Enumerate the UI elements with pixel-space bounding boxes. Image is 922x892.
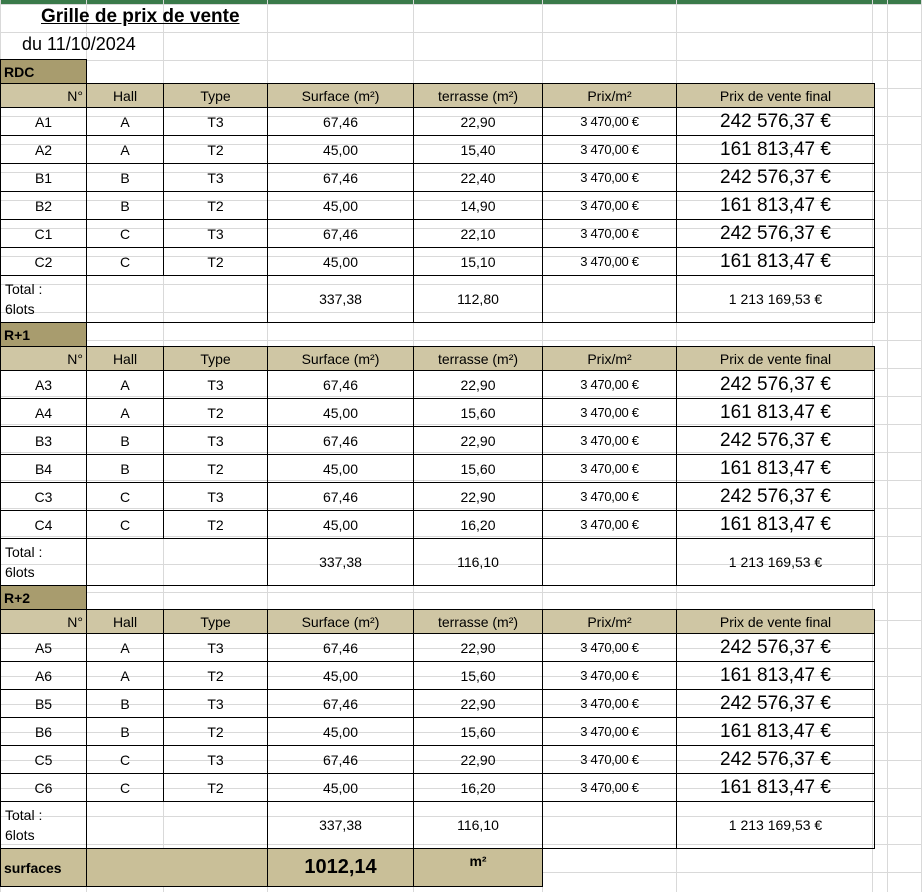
section-fill [87, 586, 875, 610]
column-header[interactable]: Hall [87, 347, 164, 371]
table-cell[interactable]: C [87, 220, 164, 248]
table-cell[interactable]: 16,20 [414, 774, 543, 802]
table-row [1, 634, 875, 662]
total-blank-cell[interactable] [87, 802, 268, 849]
table-cell[interactable]: 161 813,47 € [677, 399, 875, 427]
table-cell[interactable]: B1 [1, 164, 87, 192]
table-row [1, 399, 875, 427]
table-cell[interactable]: 3 470,00 € [543, 399, 677, 427]
total-label-line1: Total : [5, 281, 43, 297]
table-cell[interactable]: T2 [164, 248, 268, 276]
table-cell[interactable]: 45,00 [268, 248, 414, 276]
table-row [1, 455, 875, 483]
section-row [1, 586, 875, 610]
column-header[interactable]: Hall [87, 84, 164, 108]
table-cell[interactable]: T3 [164, 427, 268, 455]
table-row [1, 718, 875, 746]
table-cell[interactable]: 3 470,00 € [543, 427, 677, 455]
table-cell[interactable]: T3 [164, 220, 268, 248]
column-header[interactable]: Prix de vente final [677, 347, 875, 371]
table-row [1, 248, 875, 276]
table-cell[interactable]: 161 813,47 € [677, 662, 875, 690]
column-header[interactable]: Hall [87, 610, 164, 634]
table-cell[interactable]: T2 [164, 399, 268, 427]
table-cell[interactable]: 45,00 [268, 136, 414, 164]
table-cell[interactable]: 242 576,37 € [677, 634, 875, 662]
table-cell[interactable]: C [87, 511, 164, 539]
table-cell[interactable]: B [87, 427, 164, 455]
table-cell[interactable]: 45,00 [268, 455, 414, 483]
total-blank-cell[interactable] [543, 276, 677, 323]
section-fill [87, 60, 875, 84]
total-row [1, 539, 875, 586]
table-cell[interactable]: B [87, 455, 164, 483]
table-cell[interactable]: T2 [164, 192, 268, 220]
table-cell[interactable]: 45,00 [268, 511, 414, 539]
table-cell[interactable]: A1 [1, 108, 87, 136]
summary-label[interactable]: surfaces [1, 849, 87, 887]
table-cell[interactable]: A3 [1, 371, 87, 399]
table-cell[interactable]: A2 [1, 136, 87, 164]
column-header[interactable]: N° [1, 347, 87, 371]
total-price[interactable]: 1 213 169,53 € [677, 539, 875, 586]
total-label[interactable] [1, 802, 87, 849]
table-row [1, 371, 875, 399]
column-header[interactable]: Surface (m²) [268, 610, 414, 634]
table-cell[interactable]: A [87, 662, 164, 690]
table-cell[interactable]: 22,90 [414, 483, 543, 511]
table-cell[interactable]: C4 [1, 511, 87, 539]
column-header[interactable]: Prix/m² [543, 347, 677, 371]
table-cell[interactable]: 3 470,00 € [543, 455, 677, 483]
table-cell[interactable]: B3 [1, 427, 87, 455]
table-cell[interactable]: 45,00 [268, 399, 414, 427]
column-header[interactable]: Surface (m²) [268, 347, 414, 371]
table-cell[interactable]: 15,60 [414, 399, 543, 427]
table-cell[interactable]: 161 813,47 € [677, 455, 875, 483]
table-cell[interactable]: 3 470,00 € [543, 511, 677, 539]
table-cell[interactable]: 15,40 [414, 136, 543, 164]
column-header[interactable]: Prix de vente final [677, 84, 875, 108]
table-cell[interactable]: T3 [164, 634, 268, 662]
table-cell[interactable]: 22,90 [414, 371, 543, 399]
table-cell[interactable]: 22,40 [414, 164, 543, 192]
total-blank-cell[interactable] [543, 802, 677, 849]
total-row [1, 802, 875, 849]
table-cell[interactable]: 3 470,00 € [543, 371, 677, 399]
table-cell[interactable]: T3 [164, 483, 268, 511]
table-cell[interactable]: T3 [164, 108, 268, 136]
summary-blank[interactable] [87, 849, 268, 887]
table-cell[interactable]: 22,90 [414, 746, 543, 774]
header-row [1, 610, 875, 634]
total-surface[interactable]: 337,38 [268, 539, 414, 586]
table-cell[interactable]: C3 [1, 483, 87, 511]
table-cell[interactable]: 67,46 [268, 427, 414, 455]
table-cell[interactable]: C1 [1, 220, 87, 248]
total-terrasse[interactable]: 116,10 [414, 539, 543, 586]
table-cell[interactable]: T2 [164, 662, 268, 690]
table-cell[interactable]: T3 [164, 746, 268, 774]
total-blank-cell[interactable] [87, 276, 268, 323]
table-cell[interactable]: 67,46 [268, 108, 414, 136]
total-terrasse[interactable]: 112,80 [414, 276, 543, 323]
table-cell[interactable]: 242 576,37 € [677, 371, 875, 399]
table-cell[interactable]: C5 [1, 746, 87, 774]
summary-row [1, 849, 875, 887]
table-cell[interactable]: B4 [1, 455, 87, 483]
table-cell[interactable]: 242 576,37 € [677, 746, 875, 774]
table-row [1, 427, 875, 455]
column-header[interactable]: Type [164, 347, 268, 371]
total-label[interactable] [1, 539, 87, 586]
table-cell[interactable]: 67,46 [268, 746, 414, 774]
summary-unit[interactable]: m² [414, 849, 543, 887]
column-header[interactable]: terrasse (m²) [414, 84, 543, 108]
grid-hline [0, 4, 922, 5]
table-cell[interactable]: 22,90 [414, 690, 543, 718]
section-label[interactable]: R+1 [1, 323, 87, 347]
table-cell[interactable]: 3 470,00 € [543, 192, 677, 220]
table-row [1, 220, 875, 248]
table-cell[interactable]: 22,10 [414, 220, 543, 248]
table-row [1, 511, 875, 539]
total-blank-cell[interactable] [543, 539, 677, 586]
table-row [1, 483, 875, 511]
total-price[interactable]: 1 213 169,53 € [677, 802, 875, 849]
table-cell[interactable]: B [87, 718, 164, 746]
table-cell[interactable]: B [87, 690, 164, 718]
column-header[interactable]: N° [1, 84, 87, 108]
table-cell[interactable]: 242 576,37 € [677, 483, 875, 511]
table-cell[interactable]: 161 813,47 € [677, 718, 875, 746]
table-cell[interactable]: C [87, 483, 164, 511]
table-cell[interactable]: 3 470,00 € [543, 690, 677, 718]
table-cell[interactable]: 67,46 [268, 371, 414, 399]
table-cell[interactable]: 3 470,00 € [543, 248, 677, 276]
table-cell[interactable]: 15,60 [414, 718, 543, 746]
table-cell[interactable]: 242 576,37 € [677, 690, 875, 718]
table-cell[interactable]: 22,90 [414, 108, 543, 136]
table-cell[interactable]: 3 470,00 € [543, 108, 677, 136]
table-cell[interactable]: 15,10 [414, 248, 543, 276]
table-cell[interactable]: B5 [1, 690, 87, 718]
table-cell[interactable]: 16,20 [414, 511, 543, 539]
table-row [1, 164, 875, 192]
table-cell[interactable]: 67,46 [268, 690, 414, 718]
section-row [1, 60, 875, 84]
table-cell[interactable]: 14,90 [414, 192, 543, 220]
section-label[interactable]: RDC [1, 60, 87, 84]
total-terrasse[interactable]: 116,10 [414, 802, 543, 849]
total-label-line2: 6lots [5, 301, 35, 317]
table-cell[interactable]: 45,00 [268, 662, 414, 690]
table-cell[interactable]: T3 [164, 164, 268, 192]
total-price[interactable]: 1 213 169,53 € [677, 276, 875, 323]
table-cell[interactable]: C [87, 774, 164, 802]
table-row [1, 136, 875, 164]
table-cell[interactable]: T2 [164, 718, 268, 746]
table-cell[interactable]: T2 [164, 774, 268, 802]
table-cell[interactable]: A [87, 634, 164, 662]
total-label-line2: 6lots [5, 827, 35, 843]
table-cell[interactable]: 3 470,00 € [543, 136, 677, 164]
table-cell[interactable]: C6 [1, 774, 87, 802]
column-header[interactable]: Type [164, 610, 268, 634]
table-cell[interactable]: B [87, 192, 164, 220]
table-cell[interactable]: 3 470,00 € [543, 220, 677, 248]
table-cell[interactable]: 161 813,47 € [677, 511, 875, 539]
table-cell[interactable]: A [87, 399, 164, 427]
total-label-line2: 6lots [5, 564, 35, 580]
table-cell[interactable]: A [87, 371, 164, 399]
table-cell[interactable]: A [87, 136, 164, 164]
table-cell[interactable]: T2 [164, 511, 268, 539]
table-cell[interactable]: 242 576,37 € [677, 220, 875, 248]
table-cell[interactable]: 242 576,37 € [677, 108, 875, 136]
table-row [1, 774, 875, 802]
table-cell[interactable]: A [87, 108, 164, 136]
table-cell[interactable]: 3 470,00 € [543, 746, 677, 774]
summary-value[interactable]: 1012,14 [268, 849, 414, 887]
table-cell[interactable]: T3 [164, 690, 268, 718]
table-cell[interactable]: 22,90 [414, 427, 543, 455]
total-blank-cell[interactable] [87, 539, 268, 586]
total-surface[interactable]: 337,38 [268, 276, 414, 323]
section-label[interactable]: R+2 [1, 586, 87, 610]
table-cell[interactable]: 3 470,00 € [543, 774, 677, 802]
header-row [1, 84, 875, 108]
column-header[interactable]: Prix/m² [543, 610, 677, 634]
table-row [1, 690, 875, 718]
table-cell[interactable]: 67,46 [268, 634, 414, 662]
table-cell[interactable]: 161 813,47 € [677, 136, 875, 164]
grid-vline [887, 0, 888, 892]
total-label[interactable] [1, 276, 87, 323]
grid-hline [0, 32, 922, 33]
table-cell[interactable]: A6 [1, 662, 87, 690]
total-label-line1: Total : [5, 807, 43, 823]
table-cell[interactable]: C2 [1, 248, 87, 276]
table-cell[interactable]: B6 [1, 718, 87, 746]
column-header[interactable]: Prix de vente final [677, 610, 875, 634]
table-cell[interactable]: B2 [1, 192, 87, 220]
column-header[interactable]: terrasse (m²) [414, 610, 543, 634]
table-cell[interactable]: 67,46 [268, 220, 414, 248]
table-row [1, 746, 875, 774]
table-cell[interactable]: A4 [1, 399, 87, 427]
section-row [1, 323, 875, 347]
table-cell[interactable]: A5 [1, 634, 87, 662]
total-surface[interactable]: 337,38 [268, 802, 414, 849]
section-fill [87, 323, 875, 347]
table-cell[interactable]: T2 [164, 455, 268, 483]
table-cell[interactable]: T2 [164, 136, 268, 164]
sheet-subtitle[interactable]: du 11/10/2024 [22, 34, 136, 54]
table-cell[interactable]: 67,46 [268, 483, 414, 511]
sheet-title[interactable]: Grille de prix de vente [41, 6, 240, 27]
table-cell[interactable]: 45,00 [268, 718, 414, 746]
table-cell[interactable]: 3 470,00 € [543, 483, 677, 511]
table-cell[interactable]: 3 470,00 € [543, 718, 677, 746]
column-header[interactable]: Surface (m²) [268, 84, 414, 108]
table-cell[interactable]: 3 470,00 € [543, 164, 677, 192]
table-cell[interactable]: T3 [164, 371, 268, 399]
table-cell[interactable]: 161 813,47 € [677, 248, 875, 276]
table-cell[interactable]: B [87, 164, 164, 192]
table-cell[interactable]: 242 576,37 € [677, 164, 875, 192]
total-row [1, 276, 875, 323]
column-header[interactable]: Type [164, 84, 268, 108]
column-header[interactable]: terrasse (m²) [414, 347, 543, 371]
table-cell[interactable]: 15,60 [414, 455, 543, 483]
table-cell[interactable]: 242 576,37 € [677, 427, 875, 455]
table-cell[interactable]: 45,00 [268, 192, 414, 220]
table-cell[interactable]: C [87, 248, 164, 276]
header-row [1, 347, 875, 371]
table-row [1, 192, 875, 220]
column-header[interactable]: N° [1, 610, 87, 634]
table-cell[interactable]: 3 470,00 € [543, 634, 677, 662]
table-cell[interactable]: 161 813,47 € [677, 192, 875, 220]
table-cell[interactable]: 3 470,00 € [543, 662, 677, 690]
table-row [1, 662, 875, 690]
table-cell[interactable]: 22,90 [414, 634, 543, 662]
sheet-table [0, 59, 875, 887]
table-cell[interactable]: 67,46 [268, 164, 414, 192]
column-header[interactable]: Prix/m² [543, 84, 677, 108]
table-cell[interactable]: 161 813,47 € [677, 774, 875, 802]
table-cell[interactable]: C [87, 746, 164, 774]
table-cell[interactable]: 45,00 [268, 774, 414, 802]
total-label-line1: Total : [5, 544, 43, 560]
table-row [1, 108, 875, 136]
table-cell[interactable]: 15,60 [414, 662, 543, 690]
